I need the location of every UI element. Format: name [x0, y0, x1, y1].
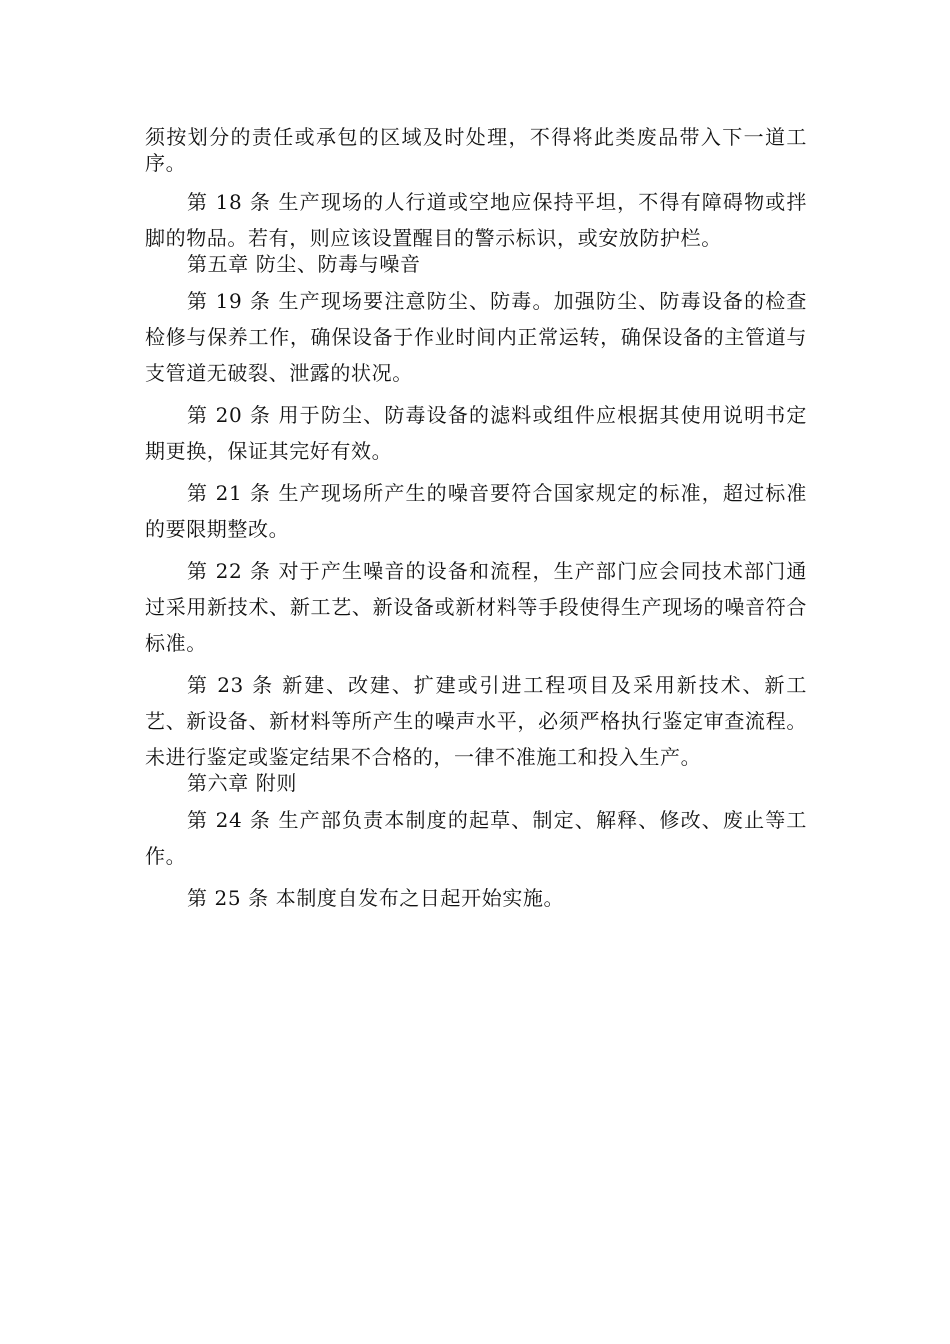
article-20: 第 20 条 用于防尘、防毒设备的滤料或组件应根据其使用说明书定期更换，保证其完好有效。 [145, 403, 807, 463]
paragraph-continuation: 须按划分的责任或承包的区域及时处理，不得将此类废品带入下一道工序。 [145, 125, 807, 175]
article-21: 第 21 条 生产现场所产生的噪音要符合国家规定的标准，超过标准的要限期整改。 [145, 481, 807, 541]
chapter-5-heading: 第五章 防尘、防毒与噪音 [187, 252, 421, 276]
article-23: 第 23 条 新建、改建、扩建或引进工程项目及采用新技术、新工艺、新设备、新材料等所产生的噪声水平，必须严格执行鉴定审查流程。未进行鉴定或鉴定结果不合格的，一律不准施工和投入生产。 [145, 673, 807, 769]
article-18: 第 18 条 生产现场的人行道或空地应保持平坦，不得有障碍物或拌脚的物品。若有，则应该设置醒目的警示标识，或安放防护栏。 [145, 190, 807, 250]
article-22: 第 22 条 对于产生噪音的设备和流程，生产部门应会同技术部门通过采用新技术、新工艺、新设备或新材料等手段使得生产现场的噪音符合标准。 [145, 559, 807, 655]
document-body [145, 124, 807, 919]
article-25: 第 25 条 本制度自发布之日起开始实施。 [187, 886, 565, 910]
article-19: 第 19 条 生产现场要注意防尘、防毒。加强防尘、防毒设备的检查检修与保养工作，确保设备于作业时间内正常运转，确保设备的主管道与支管道无破裂、泄露的状况。 [145, 289, 807, 385]
chapter-6-heading: 第六章 附则 [187, 771, 297, 795]
article-24: 第 24 条 生产部负责本制度的起草、制定、解释、修改、废止等工作。 [145, 808, 807, 868]
